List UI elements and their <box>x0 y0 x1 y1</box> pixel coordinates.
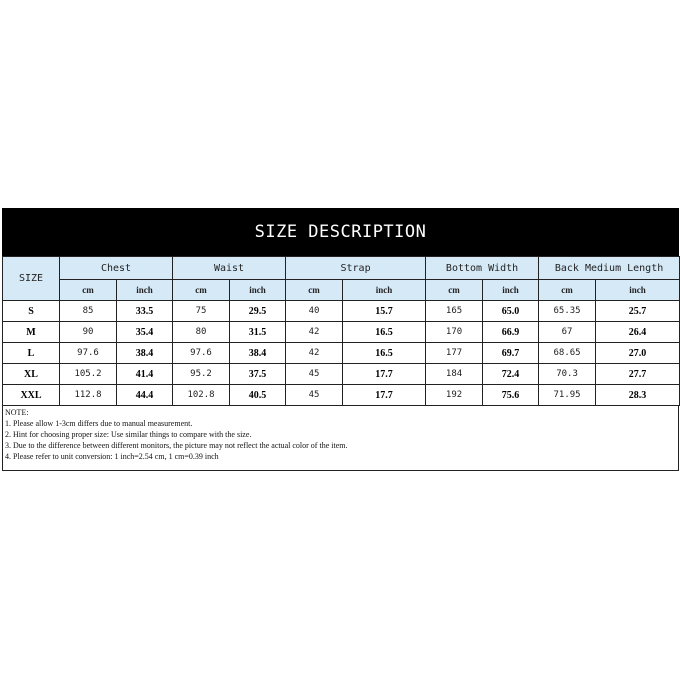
size-cell: XXL <box>3 385 60 406</box>
unit-header-cm: cm <box>426 280 483 301</box>
value-cell-cm: 192 <box>426 385 483 406</box>
group-header-waist: Waist <box>173 257 286 280</box>
value-cell-inch: 41.4 <box>117 364 173 385</box>
value-cell-cm: 90 <box>60 322 117 343</box>
unit-header-cm: cm <box>286 280 343 301</box>
value-cell-inch: 44.4 <box>117 385 173 406</box>
size-cell: L <box>3 343 60 364</box>
notes-heading: NOTE: <box>5 408 29 417</box>
unit-header-cm: cm <box>60 280 117 301</box>
group-header-back-medium-length: Back Medium Length <box>539 257 680 280</box>
value-cell-cm: 45 <box>286 364 343 385</box>
table-row <box>3 385 680 406</box>
table-row <box>3 322 680 343</box>
value-cell-inch: 16.5 <box>343 322 426 343</box>
chart-title: SIZE DESCRIPTION <box>254 222 427 242</box>
group-header-bottom-width: Bottom Width <box>426 257 539 280</box>
table-row <box>3 343 680 364</box>
value-cell-inch: 33.5 <box>117 301 173 322</box>
value-cell-inch: 35.4 <box>117 322 173 343</box>
unit-header-cm: cm <box>173 280 230 301</box>
size-column-header: SIZE <box>3 257 60 301</box>
value-cell-inch: 17.7 <box>343 364 426 385</box>
value-cell-inch: 27.7 <box>596 364 680 385</box>
size-cell: XL <box>3 364 60 385</box>
title-bar <box>2 208 679 256</box>
value-cell-inch: 72.4 <box>483 364 539 385</box>
unit-header-inch: inch <box>596 280 680 301</box>
value-cell-cm: 165 <box>426 301 483 322</box>
header-row-groups <box>3 257 680 280</box>
value-cell-cm: 70.3 <box>539 364 596 385</box>
size-chart <box>2 208 679 470</box>
value-cell-inch: 66.9 <box>483 322 539 343</box>
value-cell-cm: 177 <box>426 343 483 364</box>
value-cell-cm: 42 <box>286 343 343 364</box>
value-cell-cm: 112.8 <box>60 385 117 406</box>
value-cell-inch: 26.4 <box>596 322 680 343</box>
value-cell-cm: 102.8 <box>173 385 230 406</box>
size-cell: M <box>3 322 60 343</box>
value-cell-inch: 28.3 <box>596 385 680 406</box>
value-cell-inch: 38.4 <box>230 343 286 364</box>
unit-header-inch: inch <box>483 280 539 301</box>
note-line: 4. Please refer to unit conversion: 1 inch=2.54 cm, 1 cm=0.39 inch <box>5 452 219 461</box>
value-cell-cm: 80 <box>173 322 230 343</box>
value-cell-cm: 97.6 <box>60 343 117 364</box>
value-cell-inch: 38.4 <box>117 343 173 364</box>
note-line: 1. Please allow 1-3cm differs due to manual measurement. <box>5 419 193 428</box>
notes-box <box>2 406 679 471</box>
value-cell-inch: 15.7 <box>343 301 426 322</box>
group-header-strap: Strap <box>286 257 426 280</box>
value-cell-inch: 37.5 <box>230 364 286 385</box>
value-cell-cm: 71.95 <box>539 385 596 406</box>
value-cell-cm: 170 <box>426 322 483 343</box>
unit-header-inch: inch <box>230 280 286 301</box>
value-cell-inch: 16.5 <box>343 343 426 364</box>
value-cell-cm: 95.2 <box>173 364 230 385</box>
value-cell-cm: 68.65 <box>539 343 596 364</box>
value-cell-cm: 40 <box>286 301 343 322</box>
table-row <box>3 364 680 385</box>
value-cell-cm: 85 <box>60 301 117 322</box>
unit-header-inch: inch <box>117 280 173 301</box>
value-cell-cm: 97.6 <box>173 343 230 364</box>
value-cell-cm: 75 <box>173 301 230 322</box>
unit-header-inch: inch <box>343 280 426 301</box>
unit-header-cm: cm <box>539 280 596 301</box>
value-cell-inch: 31.5 <box>230 322 286 343</box>
value-cell-cm: 65.35 <box>539 301 596 322</box>
value-cell-cm: 42 <box>286 322 343 343</box>
value-cell-inch: 75.6 <box>483 385 539 406</box>
value-cell-inch: 17.7 <box>343 385 426 406</box>
value-cell-inch: 25.7 <box>596 301 680 322</box>
value-cell-cm: 105.2 <box>60 364 117 385</box>
size-cell: S <box>3 301 60 322</box>
value-cell-inch: 27.0 <box>596 343 680 364</box>
value-cell-inch: 69.7 <box>483 343 539 364</box>
value-cell-cm: 184 <box>426 364 483 385</box>
size-table <box>2 256 680 406</box>
group-header-chest: Chest <box>60 257 173 280</box>
value-cell-inch: 29.5 <box>230 301 286 322</box>
note-line: 3. Due to the difference between different monitors, the picture may not reflect the actual color of the item. <box>5 441 348 450</box>
header-row-units <box>3 280 680 301</box>
value-cell-inch: 40.5 <box>230 385 286 406</box>
note-line: 2. Hint for choosing proper size: Use similar things to compare with the size. <box>5 430 252 439</box>
table-row <box>3 301 680 322</box>
value-cell-cm: 45 <box>286 385 343 406</box>
value-cell-cm: 67 <box>539 322 596 343</box>
value-cell-inch: 65.0 <box>483 301 539 322</box>
